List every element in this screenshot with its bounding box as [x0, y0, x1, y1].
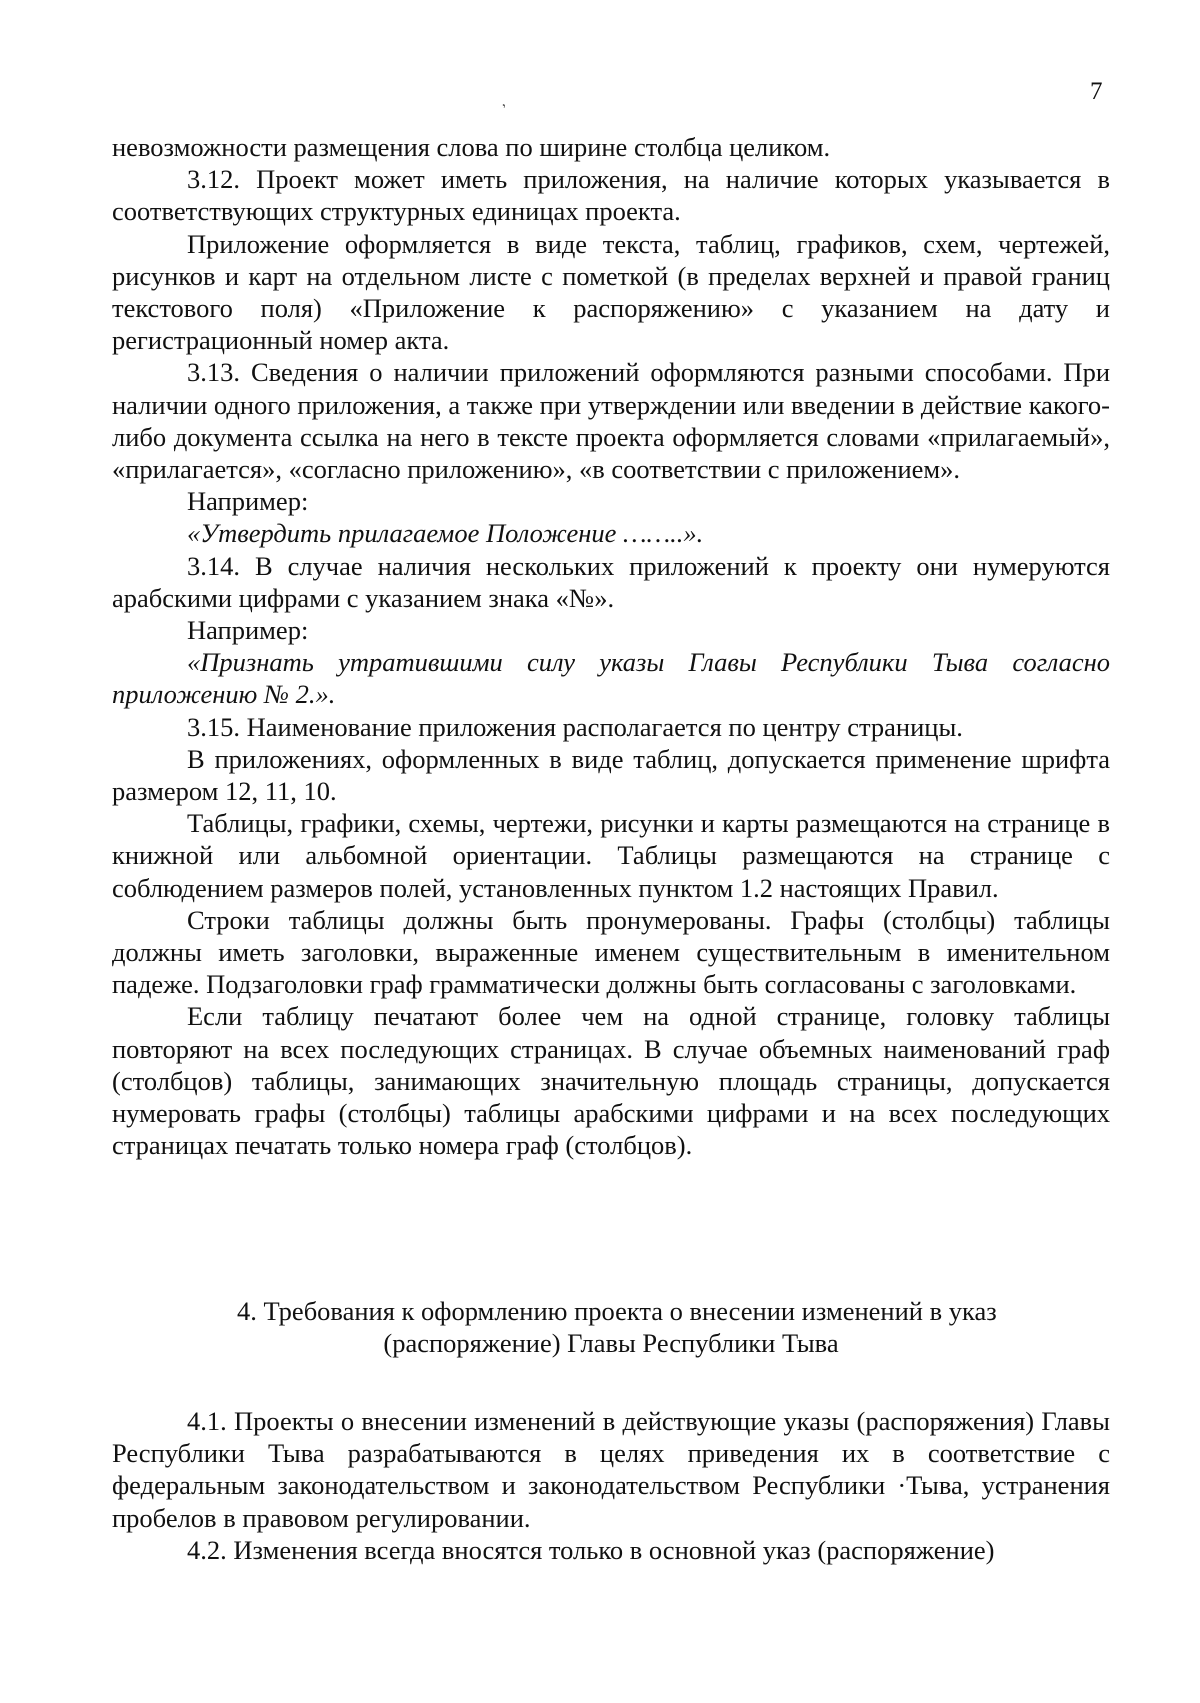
- paragraph-4-2: 4.2. Изменения всегда вносятся только в основной указ (распоряжение): [187, 1534, 995, 1565]
- page-number: 7: [1090, 78, 1103, 105]
- example-label-2: Например:: [187, 615, 309, 646]
- scan-mark: ‚: [496, 94, 508, 111]
- example-text-2: [112, 646, 1110, 710]
- example-text-1: [112, 517, 1110, 549]
- paragraph-table-font: В приложениях, оформленных в виде таблиц, допускается применение шрифта размером 12, 11, 10.: [112, 743, 1110, 807]
- paragraph-table-rows: Строки таблицы должны быть пронумерованы. Графы (столбцы) таблицы должны иметь заголовки, выраженные именем существительным в именительном падеже. Подзаголовки граф грамматически должны быть согласованы с заголовками.: [112, 904, 1110, 1000]
- section-4-heading-line-2: (распоряжение) Главы Республики Тыва: [383, 1328, 839, 1359]
- section-4-heading: [112, 1295, 1110, 1359]
- example-label-1: Например:: [187, 486, 309, 517]
- body-text-section-3: [112, 131, 1110, 1162]
- paragraph-3-12: 3.12. Проект может иметь приложения, на наличие которых указывается в соответствующих структурных единицах проекта.: [112, 164, 1110, 227]
- paragraph-3-13: 3.13. Сведения о наличии приложений оформляются разными способами. При наличии одного приложения, а также при утверждении или введении в действие какого-либо документа ссылка на него в тексте проекта оформляется словами «прилагаемый», «прилагается», «согласно приложению», «в соответствии с приложением».: [112, 357, 1110, 485]
- paragraph-appendix-format: Приложение оформляется в виде текста, таблиц, графиков, схем, чертежей, рисунков и карт на отдельном листе с пометкой (в пределах верхней и правой границ текстового поля) «Приложение к распоряжению» с указанием на дату и регистрационный номер акта.: [112, 228, 1110, 356]
- paragraph-3-15: 3.15. Наименование приложения располагается по центру страницы.: [187, 711, 963, 742]
- example-text-1-italic: «Утвердить прилагаемое Положение ……..».: [187, 518, 704, 549]
- body-text-section-4: [112, 1405, 1110, 1566]
- paragraph-tables-placement: Таблицы, графики, схемы, чертежи, рисунки и карты размещаются на странице в книжной или альбомной ориентации. Таблицы размещаются на странице с соблюдением размеров полей, установленных пунктом 1.2 настоящих Правил.: [112, 808, 1110, 903]
- paragraph-table-multipage: Если таблицу печатают более чем на одной странице, головку таблицы повторяют на всех последующих страницах. В случае объемных наименований граф (столбцов) таблицы, занимающих значительную площадь страницы, допускается нумеровать графы (столбцы) таблицы арабскими цифрами и на всех последующих страницах печатать только номера граф (столбцов).: [112, 1001, 1110, 1161]
- paragraph-4-1: 4.1. Проекты о внесении изменений в действующие указы (распоряжения) Главы Республики Тыва разрабатываются в целях приведения их в соответствие с федеральным законодательством и законодательством Республики ·Тыва, устранения пробелов в правовом регулировании.: [112, 1406, 1110, 1533]
- section-4-heading-line-1: 4. Требования к оформлению проекта о внесении изменений в указ: [237, 1296, 997, 1326]
- paragraph-3-14: 3.14. В случае наличия нескольких приложений к проекту они нумеруются арабскими цифрами с указанием знака «№».: [112, 550, 1110, 613]
- paragraph-continuation: невозможности размещения слова по ширине столбца целиком.: [112, 132, 831, 162]
- example-text-2-italic: «Признать утратившими силу указы Главы Республики Тыва согласно приложению № 2.».: [112, 647, 1110, 710]
